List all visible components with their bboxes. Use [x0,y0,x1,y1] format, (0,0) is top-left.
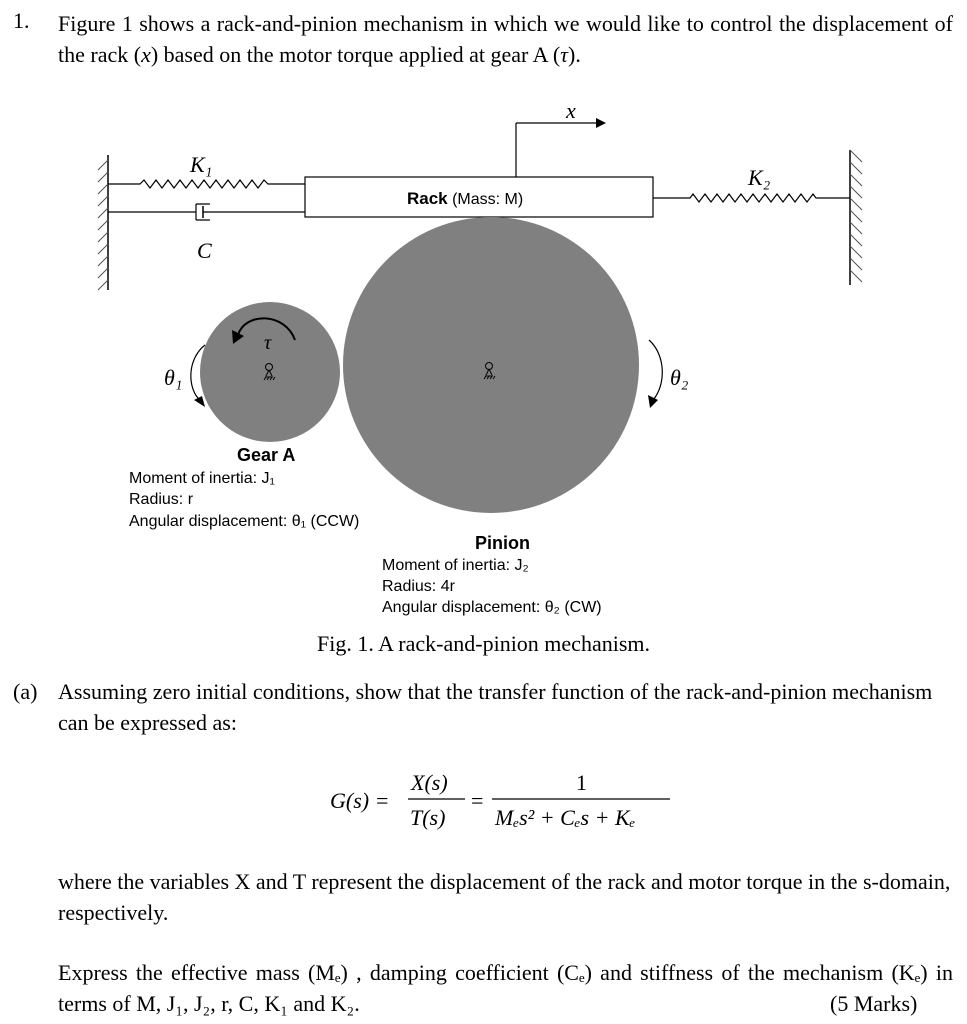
equation-lhs: G(s) = [330,788,390,813]
right-wall [850,150,862,285]
x-displacement-arrow [516,118,606,177]
gear-a-inertia: Moment of inertia: J₁ [129,470,275,487]
pinion [343,217,639,513]
tau-label: τ [264,332,272,354]
equation-den1: T(s) [410,805,446,830]
marks-label: (5 Marks) [830,991,918,1016]
spring-k2 [653,194,850,202]
gear-a-title: Gear A [237,445,296,465]
transfer-function-equation [0,765,967,835]
left-wall [98,155,108,290]
equation-den2: Mₑs² + Cₑs + Kₑ [495,805,636,830]
theta2-arrow [649,340,662,400]
where-text: where the variables X and T represent the displacement of the rack and motor torque in the s-domain, respectively. [58,869,951,925]
k1-label: K₁ [190,152,213,177]
question-number: 1. [13,8,30,33]
damper-c [108,204,305,220]
gear-a-displacement: Angular displacement: θ₁ (CCW) [129,513,360,530]
x-label: x [566,98,576,123]
part-a-label: (a) [13,679,38,704]
pinion-title: Pinion [475,533,530,553]
question-text: Figure 1 shows a rack-and-pinion mechanism in which we would like to control the displacement of the rack (x) based on the motor torque applied at gear A (τ). [58,11,953,67]
pinion-radius: Radius: 4r [382,578,455,595]
k2-label: K₂ [748,165,771,190]
gear-a-radius: Radius: r [129,491,194,508]
rack-label: Rack (Mass: M) [407,189,524,208]
c-label: C [197,238,212,263]
pinion-displacement: Angular displacement: θ₂ (CW) [382,599,602,616]
theta2-label: θ₂ [670,365,689,390]
equation-num1: X(s) [411,770,448,795]
equation-equals: = [471,788,484,813]
equation-num2: 1 [576,770,587,795]
theta1-label: θ₁ [164,365,183,390]
part-a-text: Assuming zero initial conditions, show that the transfer function of the rack-and-pinion mechanism can be expressed as: [58,679,933,735]
figure-caption: Fig. 1. A rack-and-pinion mechanism. [317,631,650,656]
express-text: Express the effective mass (Mₑ) , damping coefficient (Cₑ) and stiffness of the mechanism (Kₑ) in terms of M, J₁, J₂, r, C, K₁ and K₂. [58,960,953,1016]
spring-k1 [108,180,305,188]
pinion-inertia: Moment of inertia: J₂ [382,557,529,574]
